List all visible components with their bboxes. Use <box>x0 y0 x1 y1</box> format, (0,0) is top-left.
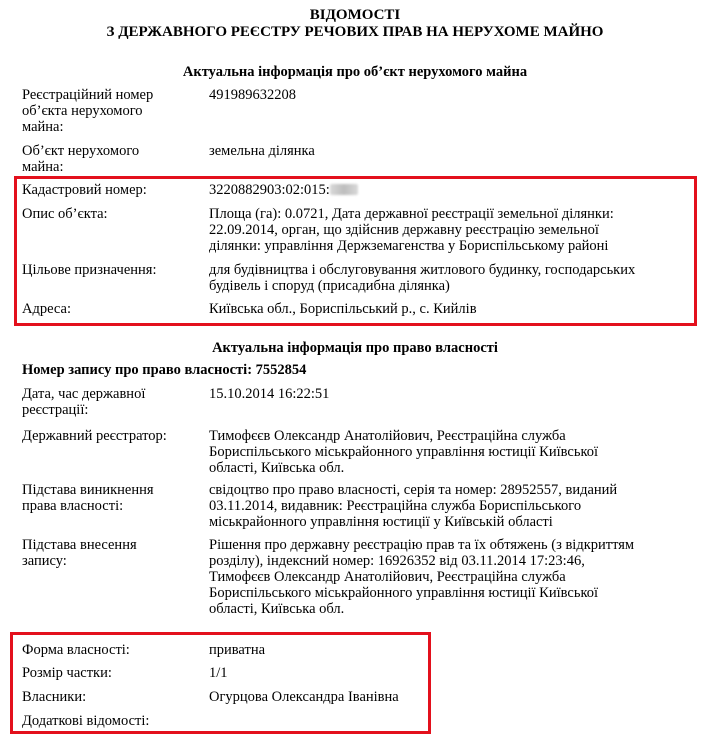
purpose-value: для будівництва і обслуговування житлового будинку, господарських будівель і споруд (присадибна ділянка) <box>209 262 636 294</box>
description-value: Площа (га): 0.0721, Дата державної реєстрації земельної ділянки: 22.09.2014, орган, що здійснив державну реєстрацію земельної ділянки: управління Держземагенства у Бориспільському районі <box>209 206 614 254</box>
entry-basis-label: Підстава внесення запису: <box>22 537 137 569</box>
share-label: Розмір частки: <box>22 665 112 681</box>
cadastral-label: Кадастровий номер: <box>22 182 147 198</box>
object-type-value: земельна ділянка <box>209 143 315 159</box>
ownership-form-label: Форма власності: <box>22 642 130 658</box>
reg-number-value: 491989632208 <box>209 87 296 103</box>
ownership-basis-label: Підстава виникнення права власності: <box>22 482 154 514</box>
purpose-label: Цільове призначення: <box>22 262 157 278</box>
registrar-value: Тимофєєв Олександр Анатолійович, Реєстраційна служба Бориспільського міськрайонного управління юстиції Київської області, Київська обл. <box>209 428 599 476</box>
owners-value: Огурцова Олександра Іванівна <box>209 689 399 705</box>
cadastral-value-text: 3220882903:02:015: <box>209 182 330 198</box>
additional-info-label: Додаткові відомості: <box>22 713 150 729</box>
owners-label: Власники: <box>22 689 87 705</box>
document-title: ВІДОМОСТІ <box>309 7 401 23</box>
object-type-label: Об’єкт нерухомого майна: <box>22 143 140 175</box>
ownership-section-heading: Актуальна інформація про право власності <box>212 340 498 356</box>
record-number: Номер запису про право власності: 7552854 <box>22 362 307 378</box>
cadastral-value <box>209 182 704 198</box>
reg-date-value: 15.10.2014 16:22:51 <box>209 386 330 402</box>
redacted-blur <box>330 184 358 195</box>
ownership-basis-value: свідоцтво про право власності, серія та номер: 28952557, виданий 03.11.2014, видавник: Реєстраційна служба Бориспільського міськрайонного управління юстиції у Київській області <box>209 482 618 530</box>
address-label: Адреса: <box>22 301 71 317</box>
address-value: Київська обл., Бориспільський р., с. Кийлів <box>209 301 477 317</box>
object-section-heading: Актуальна інформація про об’єкт нерухомого майна <box>182 64 528 80</box>
share-value: 1/1 <box>209 665 228 681</box>
document-subtitle: З ДЕРЖАВНОГО РЕЄСТРУ РЕЧОВИХ ПРАВ НА НЕРУХОМЕ МАЙНО <box>106 24 604 40</box>
description-label: Опис об’єкта: <box>22 206 108 222</box>
reg-date-label: Дата, час державної реєстрації: <box>22 386 146 418</box>
entry-basis-value: Рішення про державну реєстрацію прав та їх обтяжень (з відкриттям розділу), індексний номер: 16926352 від 03.11.2014 17:23:46, Тимофєєв Олександр Анатолійович, Реєстраційна служба Бориспільського міськрайонного управління юстиції Київської області, Київська обл. <box>209 537 635 617</box>
ownership-form-value: приватна <box>209 642 266 658</box>
reg-number-label: Реєстраційний номер об’єкта нерухомого майна: <box>22 87 154 135</box>
registrar-label: Державний реєстратор: <box>22 428 167 444</box>
